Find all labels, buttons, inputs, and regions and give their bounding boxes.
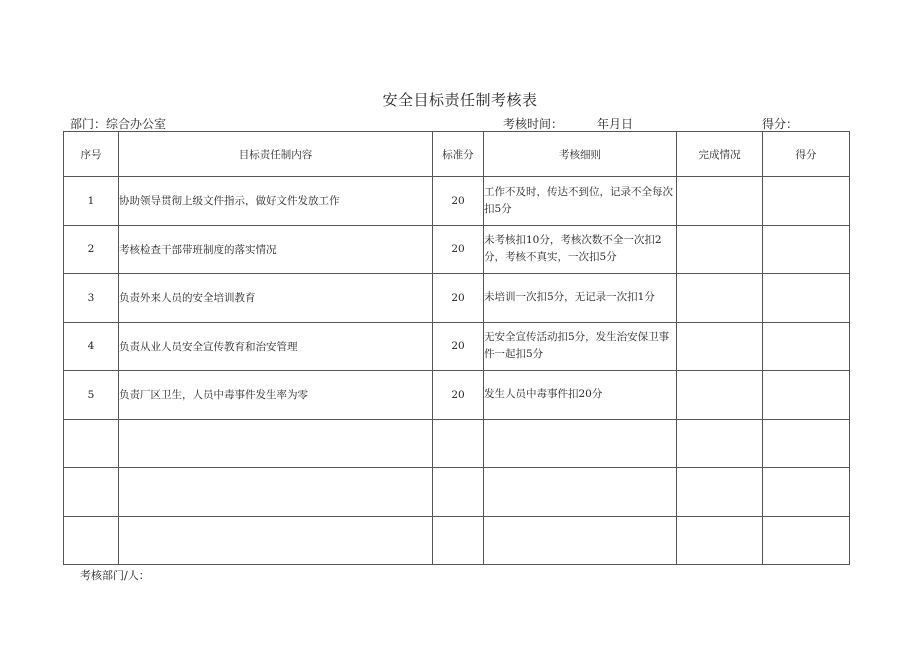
cell-standard-score: [433, 419, 484, 468]
cell-rules: [484, 516, 677, 565]
header-completion: 完成情况: [677, 132, 763, 177]
cell-content: [119, 468, 433, 517]
cell-standard-score: 20: [433, 322, 484, 371]
cell-completion[interactable]: [677, 274, 763, 323]
table-row: [64, 322, 850, 371]
table-row: [64, 371, 850, 420]
header-standard-score: 标准分: [433, 132, 484, 177]
header-number: 序号: [64, 132, 119, 177]
cell-rules: 无安全宣传活动扣5分，发生治安保卫事件一起扣5分: [484, 322, 677, 371]
cell-score[interactable]: [763, 274, 850, 323]
cell-score[interactable]: [763, 419, 850, 468]
page-title: 安全目标责任制考核表: [382, 91, 538, 109]
cell-score[interactable]: [763, 516, 850, 565]
table-row: [64, 468, 850, 517]
table-row: [64, 177, 850, 226]
cell-rules: 发生人员中毒事件扣20分: [484, 371, 677, 420]
cell-completion[interactable]: [677, 371, 763, 420]
header-score: 得分: [763, 132, 850, 177]
cell-rules: [484, 419, 677, 468]
cell-standard-score: [433, 468, 484, 517]
table-row: [64, 419, 850, 468]
cell-number: 2: [64, 225, 119, 274]
cell-rules: 未培训一次扣5分，无记录一次扣1分: [484, 274, 677, 323]
cell-score[interactable]: [763, 371, 850, 420]
table-header-row: [64, 132, 850, 177]
cell-score[interactable]: [763, 225, 850, 274]
cell-rules: [484, 468, 677, 517]
cell-standard-score: 20: [433, 371, 484, 420]
cell-content: 考核检查干部带班制度的落实情况: [119, 225, 433, 274]
cell-number: 1: [64, 177, 119, 226]
cell-content: 负责厂区卫生，人员中毒事件发生率为零: [119, 371, 433, 420]
date-label: 年月日: [597, 117, 634, 131]
cell-number: [64, 516, 119, 565]
total-score-label: 得分：: [762, 117, 799, 131]
cell-completion[interactable]: [677, 322, 763, 371]
cell-number: 5: [64, 371, 119, 420]
cell-content: 负责外来人员的安全培训教育: [119, 274, 433, 323]
assessor-label: 考核部门/人：: [80, 569, 150, 582]
cell-score[interactable]: [763, 177, 850, 226]
cell-content: 协助领导贯彻上级文件指示，做好文件发放工作: [119, 177, 433, 226]
cell-content: [119, 419, 433, 468]
cell-completion[interactable]: [677, 419, 763, 468]
table-row: [64, 225, 850, 274]
assessment-time-label: 考核时间：: [503, 117, 564, 131]
cell-score[interactable]: [763, 468, 850, 517]
cell-score[interactable]: [763, 322, 850, 371]
cell-number: [64, 419, 119, 468]
header-rules: 考核细则: [484, 132, 677, 177]
table-row: [64, 516, 850, 565]
cell-completion[interactable]: [677, 516, 763, 565]
assessment-table: [63, 131, 850, 565]
cell-completion[interactable]: [677, 468, 763, 517]
cell-content: 负责从业人员安全宣传教育和治安管理: [119, 322, 433, 371]
cell-rules: 未考核扣10分，考核次数不全一次扣2分，考核不真实，一次扣5分: [484, 225, 677, 274]
cell-content: [119, 516, 433, 565]
cell-standard-score: 20: [433, 225, 484, 274]
department-label: 部门：综合办公室: [70, 117, 167, 131]
header-content: 目标责任制内容: [119, 132, 433, 177]
cell-standard-score: 20: [433, 274, 484, 323]
cell-completion[interactable]: [677, 177, 763, 226]
cell-number: 3: [64, 274, 119, 323]
cell-number: [64, 468, 119, 517]
cell-completion[interactable]: [677, 225, 763, 274]
cell-rules: 工作不及时，传达不到位，记录不全每次扣5分: [484, 177, 677, 226]
cell-standard-score: [433, 516, 484, 565]
cell-number: 4: [64, 322, 119, 371]
cell-standard-score: 20: [433, 177, 484, 226]
table-row: [64, 274, 850, 323]
